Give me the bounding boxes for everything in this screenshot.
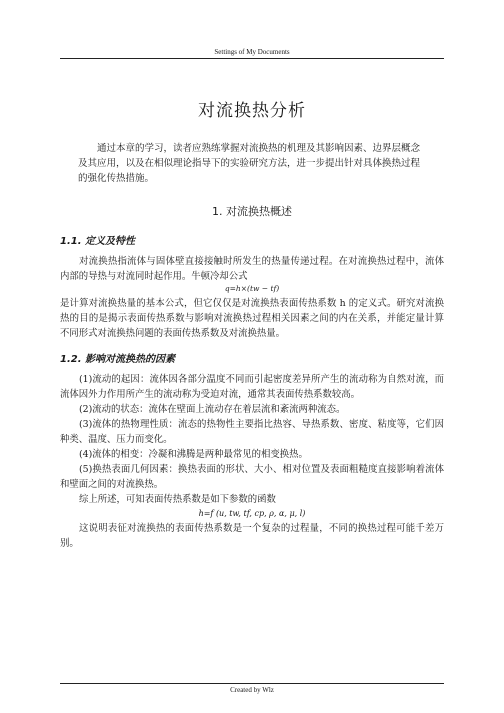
factor-item: (4)流体的相变：冷凝和沸腾是两种最常见的相变换热。 — [79, 449, 308, 460]
abstract: 通过本章的学习，读者应熟练掌握对流换热的机理及其影响因素、边界层概念及其应用，以及在相似理论指导下的实验研究方法，进一步提出针对具体换热过程的强化传热措施。 — [78, 143, 421, 184]
document-title: 对流换热分析 — [198, 101, 306, 121]
section-heading-1: 1. 对流换热概述 — [212, 205, 292, 218]
header-rule — [60, 58, 444, 59]
factor-item: (5)换热表面几何因素：换热表面的形状、大小、相对位置及表面粗糙度直接影响着流体和壁面之间的对流换热。 — [60, 464, 444, 490]
page-footer: Created by Wlz — [230, 686, 274, 694]
subsection-heading-1-2: 1.2. 影响对流换热的因素 — [60, 354, 175, 365]
factor-item: (2)流动的状态：流体在壁面上流动存在着层流和紊流两种流态。 — [79, 404, 346, 415]
conclusion-paragraph: 这说明表征对流换热的表面传热系数是一个复杂的过程量，不同的换热过程可能千差万别。 — [60, 523, 444, 549]
formula-newton-cooling: q=h×(tw − tf) — [224, 284, 280, 293]
summary-paragraph: 综上所述，可知表面传热系数是如下参数的函数 — [79, 494, 276, 505]
paragraph-definition: 对流换热指流体与固体壁直接接触时所发生的热量传递过程。在对流换热过程中，流体内部的导热与对流同时起作用。牛顿冷却公式 — [60, 256, 444, 282]
paragraph-definition-cont: 是计算对流换热量的基本公式，但它仅仅是对流换热表面传热系数 h 的定义式。研究对流换热的目的是揭示表面传热系数与影响对流换热过程相关因素之间的内在关系，并能定量计算不同形式对流换热问题的表面传热系数及对流换热量。 — [60, 298, 444, 339]
footer-rule — [60, 683, 444, 684]
factor-item: (1)流动的起因：流体因各部分温度不同而引起密度差异所产生的流动称为自然对流，而流体因外力作用所产生的流动称为受迫对流，通常其表面传热系数较高。 — [60, 374, 444, 400]
spacer — [60, 341, 444, 350]
page-header: Settings of My Documents — [214, 48, 290, 56]
factor-item: (3)流体的热物理性质：流态的热物性主要指比热容、导热系数、密度、粘度等，它们因种类、温度、压力而变化。 — [60, 419, 444, 445]
document-body — [60, 96, 444, 551]
subsection-heading-1-1: 1.1. 定义及特性 — [60, 236, 135, 247]
formula-function: h=f (u, tw, tf, cp, ρ, α, μ, l) — [198, 509, 306, 518]
